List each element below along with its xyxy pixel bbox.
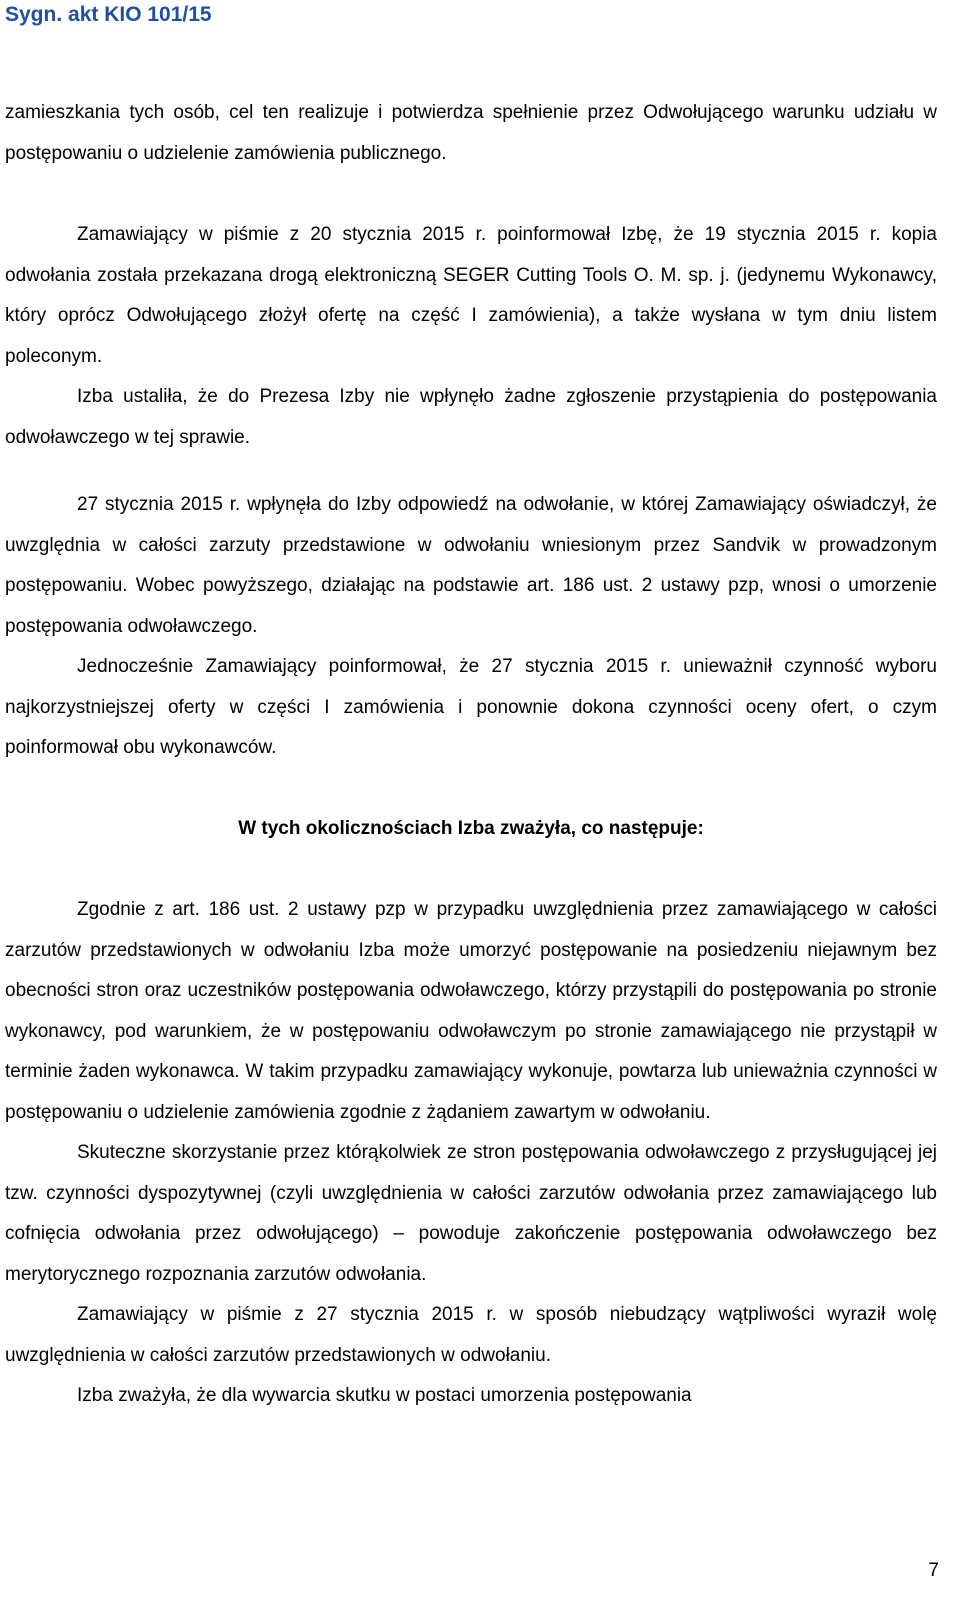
paragraph: Zgodnie z art. 186 ust. 2 ustawy pzp w przypadku uwzględnienia przez zamawiającego w całości zarzutów przedstawionych w odwołaniu Izba może umorzyć postępowanie na posiedzeniu niejawnym bez obecności stron oraz uczestników postępowania odwoławczego, którzy przystąpili do postępowania po stronie wykonawcy, pod warunkiem, że w postępowaniu odwoławczym po stronie zamawiającego nie przystąpił w terminie żaden wykonawca. W takim przypadku zamawiający wykonuje, powtarza lub unieważnia czynności w postępowaniu o udzielenie zamówienia zgodnie z żądaniem zawartym w odwołaniu.: [5, 899, 937, 1123]
paragraph: Zamawiający w piśmie z 20 stycznia 2015 r. poinformował Izbę, że 19 stycznia 2015 r. kopia odwołania została przekazana drogą elektroniczną SEGER Cutting Tools O. M. sp. j. (jedynemu Wykonawcy, który oprócz Odwołującego złożył ofertę na część I zamówienia), a także wysłana w tym dniu listem poleconym.: [5, 224, 937, 367]
document-body: [5, 93, 937, 1417]
paragraph: Izba zważyła, że dla wywarcia skutku w postaci umorzenia postępowania: [77, 1385, 692, 1406]
paragraph: Jednocześnie Zamawiający poinformował, że 27 stycznia 2015 r. unieważnił czynność wyboru najkorzystniejszej oferty w części I zamówienia i ponownie dokona czynności oceny ofert, o czym poinformował obu wykonawców.: [5, 656, 937, 758]
paragraph: 27 stycznia 2015 r. wpłynęła do Izby odpowiedź na odwołanie, w której Zamawiający oświadczył, że uwzględnia w całości zarzuty przedstawione w odwołaniu wniesionym przez Sandvik w prowadzonym postępowaniu. Wobec powyższego, działając na podstawie art. 186 ust. 2 ustawy pzp, wnosi o umorzenie postępowania odwoławczego.: [5, 494, 937, 637]
page-number: 7: [928, 1560, 939, 1581]
paragraph: Izba ustaliła, że do Prezesa Izby nie wpłynęło żadne zgłoszenie przystąpienia do postępowania odwoławczego w tej sprawie.: [5, 386, 937, 448]
paragraph: zamieszkania tych osób, cel ten realizuje i potwierdza spełnienie przez Odwołującego warunku udziału w postępowaniu o udzielenie zamówienia publicznego.: [5, 102, 937, 164]
paragraph: Skuteczne skorzystanie przez którąkolwiek ze stron postępowania odwoławczego z przysługującej jej tzw. czynności dyspozytywnej (czyli uwzględnienia w całości zarzutów odwołania przez zamawiającego lub cofnięcia odwołania przez odwołującego) – powoduje zakończenie postępowania odwoławczego bez merytorycznego rozpoznania zarzutów odwołania.: [5, 1142, 937, 1285]
section-heading: W tych okolicznościach Izba zważyła, co następuje:: [238, 817, 704, 839]
case-reference-header: Sygn. akt KIO 101/15: [5, 3, 212, 26]
paragraph: Zamawiający w piśmie z 27 stycznia 2015 r. w sposób niebudzący wątpliwości wyraził wolę uwzględnienia w całości zarzutów przedstawionych w odwołaniu.: [5, 1304, 937, 1366]
